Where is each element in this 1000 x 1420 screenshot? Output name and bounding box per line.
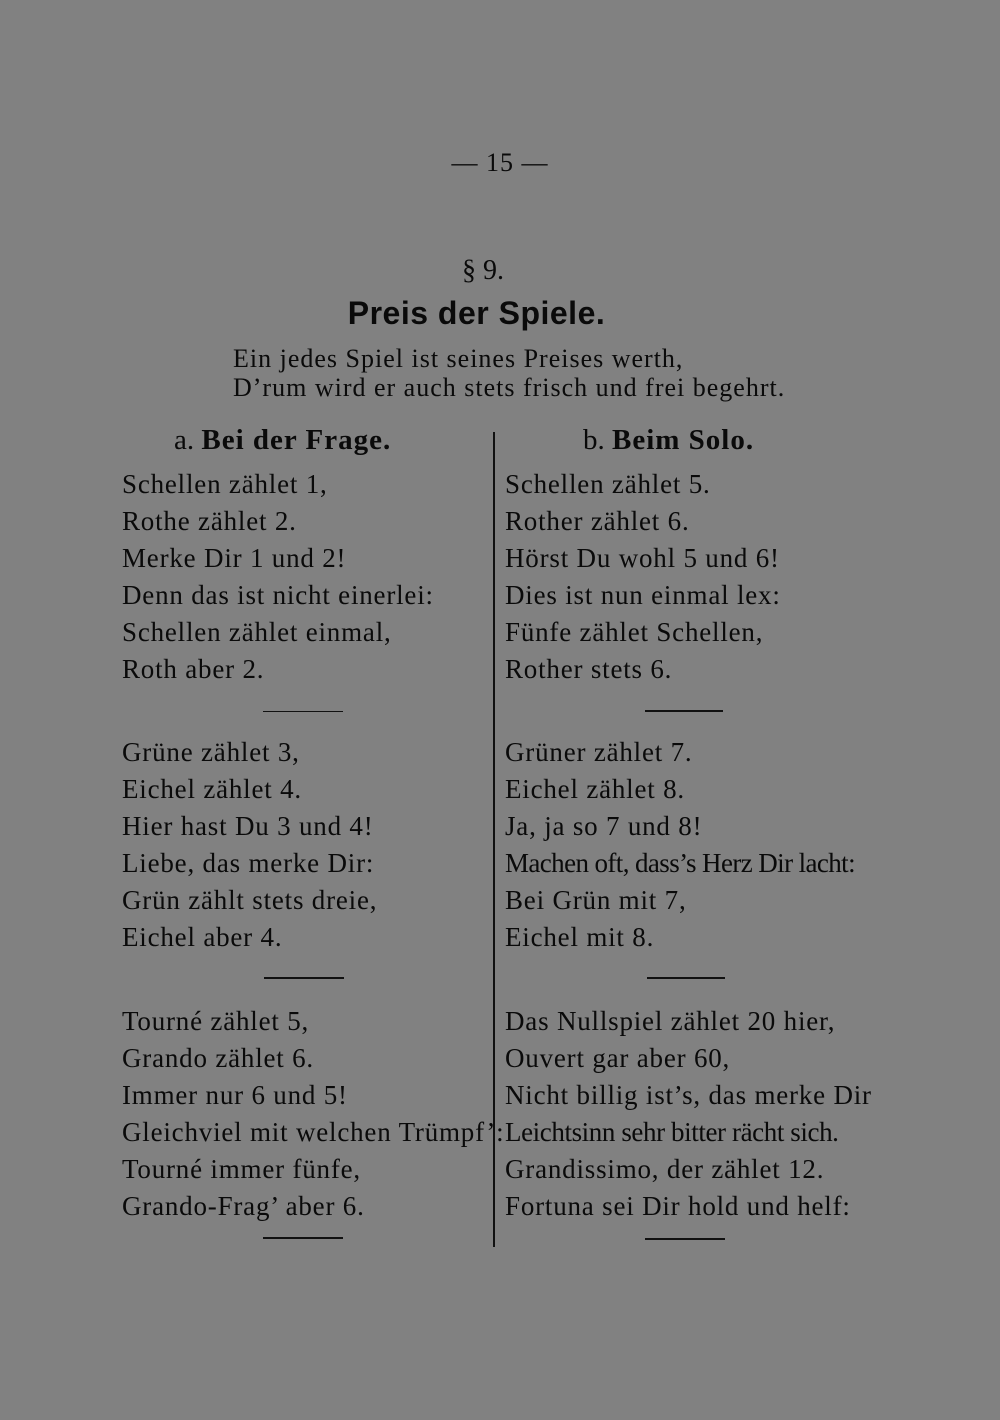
section-number: § 9. — [462, 255, 504, 286]
stanza-separator — [645, 710, 723, 712]
verse-line: Roth aber 2. — [122, 654, 265, 684]
verse-line: Tourné zählet 5, — [122, 1006, 310, 1036]
column-a-heading-label: Bei der Frage. — [201, 424, 392, 456]
verse-line: Liebe, das merke Dir: — [122, 848, 375, 878]
column-b-heading-label: Beim Solo. — [612, 424, 755, 456]
verse-line: Rothe zählet 2. — [122, 506, 297, 536]
verse-line: Schellen zählet einmal, — [122, 617, 392, 647]
verse-line: Ja, ja so 7 und 8! — [505, 811, 703, 841]
page-number: — 15 — — [451, 148, 549, 177]
verse-line: Eichel zählet 8. — [505, 774, 685, 804]
verse-line: Schellen zählet 1, — [122, 469, 328, 499]
verse-line: Denn das ist nicht einerlei: — [122, 580, 434, 610]
verse-line: Eichel aber 4. — [122, 922, 283, 952]
stanza-separator — [264, 977, 344, 979]
verse-line: Fortuna sei Dir hold und helf: — [505, 1191, 851, 1221]
verse-line: Nicht billig ist’s, das merke Dir — [505, 1080, 872, 1110]
verse-line: Tourné immer fünfe, — [122, 1154, 361, 1184]
verse-line: Schellen zählet 5. — [505, 469, 711, 499]
verse-line: Leichtsinn sehr bitter rächt sich. — [505, 1117, 839, 1147]
verse-line: Rother stets 6. — [505, 654, 673, 684]
verse-line: Eichel mit 8. — [505, 922, 655, 952]
verse-line: Grüne zählet 3, — [122, 737, 300, 767]
verse-line: Hier hast Du 3 und 4! — [122, 811, 374, 841]
section-title: Preis der Spiele. — [347, 295, 606, 331]
verse-line: Machen oft, dass’s Herz Dir lacht: — [505, 848, 855, 878]
motto-line: D’rum wird er auch stets frisch und frei begehrt. — [233, 373, 786, 402]
column-a-heading — [174, 424, 391, 457]
column-a-heading-prefix: a. — [174, 424, 195, 456]
verse-line: Grando-Frag’ aber 6. — [122, 1191, 365, 1221]
verse-line: Grando zählet 6. — [122, 1043, 314, 1073]
column-b-heading — [583, 424, 754, 457]
verse-line: Hörst Du wohl 5 und 6! — [505, 543, 780, 573]
verse-line: Grandissimo, der zählet 12. — [505, 1154, 825, 1184]
stanza-separator — [645, 1238, 725, 1240]
verse-line: Merke Dir 1 und 2! — [122, 543, 347, 573]
verse-line: Immer nur 6 und 5! — [122, 1080, 348, 1110]
stanza-separator — [263, 1237, 343, 1239]
verse-line: Fünfe zählet Schellen, — [505, 617, 764, 647]
stanza-separator — [263, 711, 343, 712]
motto-line: Ein jedes Spiel ist seines Preises werth, — [233, 344, 684, 373]
verse-line: Dies ist nun einmal lex: — [505, 580, 781, 610]
verse-line: Grüner zählet 7. — [505, 737, 693, 767]
verse-line: Rother zählet 6. — [505, 506, 690, 536]
stanza-separator — [647, 977, 725, 979]
verse-line: Gleichviel mit welchen Trümpf’: — [122, 1117, 505, 1147]
verse-line: Eichel zählet 4. — [122, 774, 302, 804]
column-b-heading-prefix: b. — [583, 424, 605, 456]
verse-line: Ouvert gar aber 60, — [505, 1043, 731, 1073]
verse-line: Grün zählt stets dreie, — [122, 885, 378, 915]
verse-line: Das Nullspiel zählet 20 hier, — [505, 1006, 836, 1036]
verse-line: Bei Grün mit 7, — [505, 885, 687, 915]
